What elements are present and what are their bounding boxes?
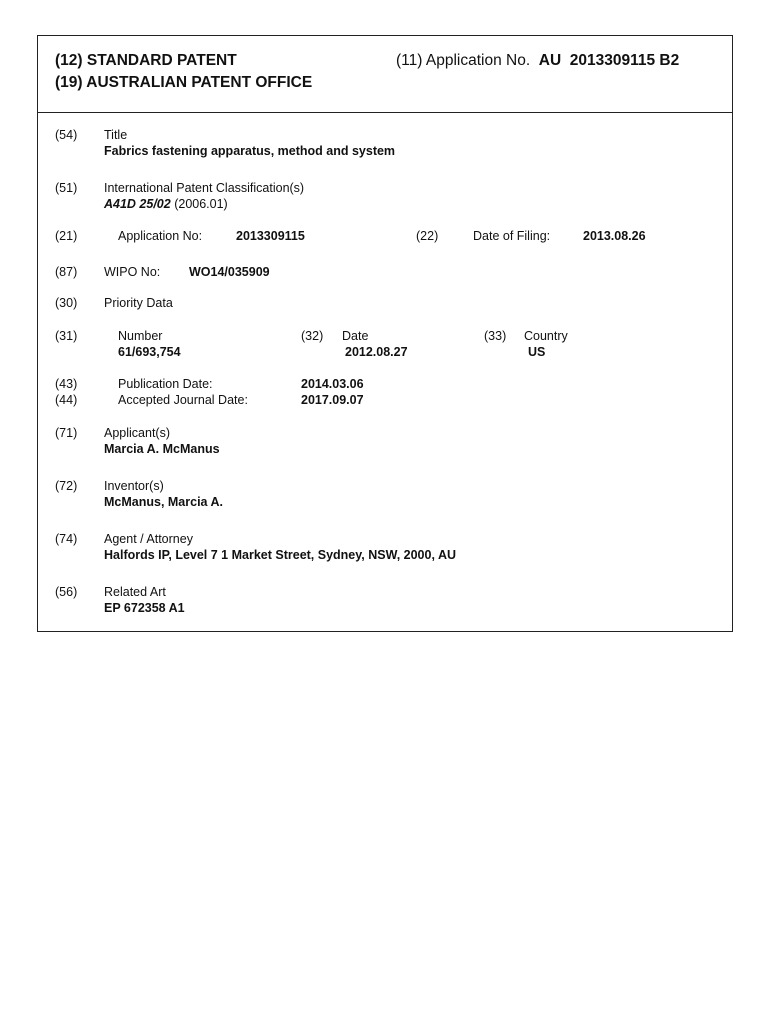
related-label: Related Art — [104, 585, 166, 599]
applicant-code: (71) — [55, 426, 78, 440]
patent-office-heading: (19) AUSTRALIAN PATENT OFFICE — [55, 74, 313, 91]
agent-code: (74) — [55, 532, 78, 546]
standard-patent-heading: (12) STANDARD PATENT — [55, 52, 237, 69]
priority-date-code: (32) — [301, 329, 324, 343]
agent-label: Agent / Attorney — [104, 532, 193, 546]
accepted-code: (44) — [55, 393, 78, 407]
accepted-value: 2017.09.07 — [301, 393, 364, 407]
ipc-label: International Patent Classification(s) — [104, 181, 305, 195]
ipc-class: A41D 25/02 — [104, 197, 171, 211]
ipc-value — [104, 197, 228, 211]
application-country: AU — [538, 52, 562, 69]
priority-label: Priority Data — [104, 296, 173, 310]
related-value: EP 672358 A1 — [104, 601, 185, 615]
application-value: 2013309115 — [236, 229, 305, 243]
application-number-value: 2013309115 B2 — [569, 52, 680, 69]
applicant-label: Applicant(s) — [104, 426, 170, 440]
application-number-heading — [396, 52, 679, 70]
priority-number-value: 61/693,754 — [118, 345, 181, 359]
priority-number-label: Number — [118, 329, 163, 343]
priority-country-code: (33) — [484, 329, 507, 343]
priority-code: (30) — [55, 296, 78, 310]
wipo-value: WO14/035909 — [189, 265, 270, 279]
applicant-value: Marcia A. McManus — [104, 442, 220, 456]
publication-code: (43) — [55, 377, 78, 391]
patent-summary-frame — [37, 35, 733, 632]
application-number-prefix: (11) Application No. — [396, 52, 531, 69]
inventor-code: (72) — [55, 479, 78, 493]
priority-number-code: (31) — [55, 329, 78, 343]
filing-label: Date of Filing: — [473, 229, 551, 243]
inventor-label: Inventor(s) — [104, 479, 164, 493]
publication-value: 2014.03.06 — [301, 377, 364, 391]
title-value: Fabrics fastening apparatus, method and system — [104, 144, 396, 158]
priority-country-value: US — [528, 345, 546, 359]
application-code: (21) — [55, 229, 78, 243]
filing-code: (22) — [416, 229, 439, 243]
title-label: Title — [104, 128, 128, 142]
priority-date-label: Date — [342, 329, 369, 343]
filing-value: 2013.08.26 — [583, 229, 646, 243]
wipo-label: WIPO No: — [104, 265, 161, 279]
application-label: Application No: — [118, 229, 203, 243]
priority-country-label: Country — [524, 329, 568, 343]
ipc-date: (2006.01) — [174, 197, 228, 211]
related-code: (56) — [55, 585, 78, 599]
priority-date-value: 2012.08.27 — [345, 345, 408, 359]
title-code: (54) — [55, 128, 78, 142]
ipc-code: (51) — [55, 181, 78, 195]
accepted-label: Accepted Journal Date: — [118, 393, 248, 407]
publication-label: Publication Date: — [118, 377, 213, 391]
agent-value: Halfords IP, Level 7 1 Market Street, Sydney, NSW, 2000, AU — [104, 548, 456, 562]
patent-header — [38, 36, 732, 113]
inventor-value: McManus, Marcia A. — [104, 495, 224, 509]
wipo-code: (87) — [55, 265, 78, 279]
